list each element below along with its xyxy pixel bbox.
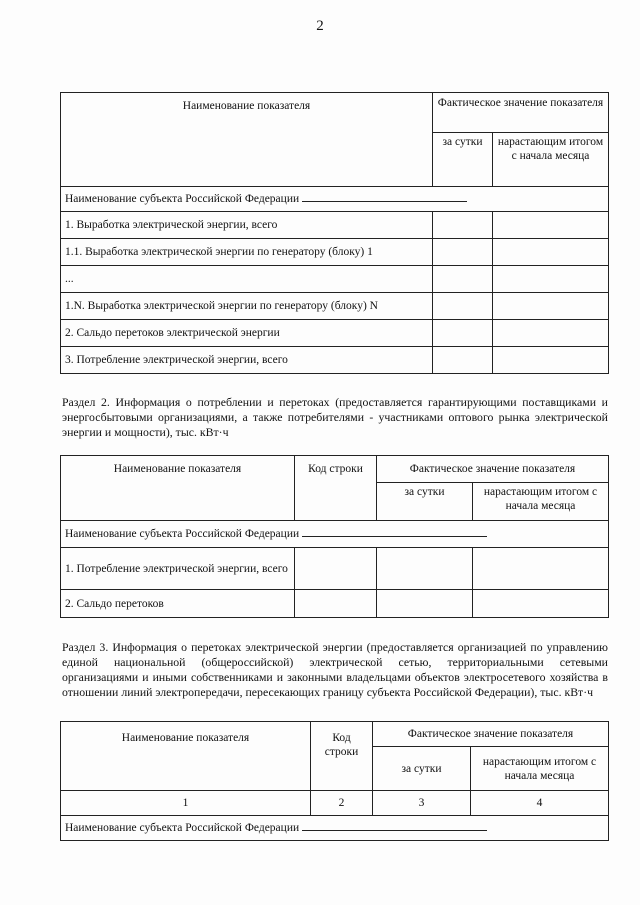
cell-day[interactable]	[433, 320, 493, 347]
row-label: 1.N. Выработка электрической энергии по генератору (блоку) N	[61, 293, 433, 320]
consumption-table	[60, 455, 609, 618]
subject-name-label: Наименование субъекта Российской Федерации	[65, 193, 300, 205]
subject-name-row	[61, 816, 609, 841]
header-name: Наименование показателя	[61, 456, 295, 521]
row-label: 1. Выработка электрической энергии, всего	[61, 212, 433, 239]
header-line-code: Код строки	[295, 456, 377, 521]
cell-cumulative[interactable]	[493, 320, 609, 347]
row-label: 1. Потребление электрической энергии, всего	[61, 548, 295, 590]
cell-day[interactable]	[377, 590, 473, 618]
header-per-day: за сутки	[373, 747, 471, 791]
cell-day[interactable]	[433, 266, 493, 293]
cell-day[interactable]	[433, 347, 493, 374]
column-number: 2	[311, 791, 373, 816]
header-per-day: за сутки	[377, 483, 473, 521]
cell-day[interactable]	[433, 212, 493, 239]
header-actual-value: Фактическое значение показателя	[377, 456, 609, 483]
header-actual-value: Фактическое значение показателя	[433, 93, 609, 133]
header-cumulative: нарастающим итогом с начала месяца	[473, 483, 609, 521]
subject-name-label: Наименование субъекта Российской Федерации	[65, 528, 300, 540]
cell-cumulative[interactable]	[473, 548, 609, 590]
section-2-heading: Раздел 2. Информация о потреблении и перетоках (предоставляется гарантирующими поставщиками и энергосбытовыми организациями, а также потребителями - участниками оптового рынка электрической энергии и мощности), тыс. кВт·ч	[62, 395, 608, 439]
cell-day[interactable]	[377, 548, 473, 590]
cell-cumulative[interactable]	[493, 347, 609, 374]
row-label: 2. Сальдо перетоков	[61, 590, 295, 618]
column-number: 4	[471, 791, 609, 816]
row-label: 2. Сальдо перетоков электрической энергии	[61, 320, 433, 347]
row-label: 1.1. Выработка электрической энергии по генератору (блоку) 1	[61, 239, 433, 266]
row-label: 3. Потребление электрической энергии, всего	[61, 347, 433, 374]
page-number: 2	[316, 18, 324, 34]
section-3-heading: Раздел 3. Информация о перетоках электрической энергии (предоставляется организацией по управлению единой национальной (общероссийской) электрической сетью, территориальными сетевыми организациями и иными собственниками и законными владельцами объектов электросетевого хозяйства в отношении линий электропередачи, пересекающих границу субъекта Российской Федерации), тыс. кВт·ч	[62, 640, 608, 699]
cell-cumulative[interactable]	[493, 212, 609, 239]
cell-code[interactable]	[295, 590, 377, 618]
cell-cumulative[interactable]	[473, 590, 609, 618]
generation-table	[60, 92, 609, 374]
cell-cumulative[interactable]	[493, 266, 609, 293]
header-name: Наименование показателя	[61, 722, 311, 791]
column-number: 1	[61, 791, 311, 816]
cell-day[interactable]	[433, 239, 493, 266]
subject-name-row	[61, 187, 609, 212]
subject-name-row	[61, 521, 609, 548]
subject-name-blank[interactable]	[302, 192, 467, 202]
flows-table	[60, 721, 609, 841]
header-name: Наименование показателя	[61, 93, 433, 187]
header-per-day: за сутки	[433, 133, 493, 187]
subject-name-blank[interactable]	[302, 821, 487, 831]
cell-cumulative[interactable]	[493, 239, 609, 266]
header-line-code: Код строки	[311, 722, 373, 791]
cell-cumulative[interactable]	[493, 293, 609, 320]
cell-day[interactable]	[433, 293, 493, 320]
cell-code[interactable]	[295, 548, 377, 590]
header-cumulative: нарастающим итогом с начала месяца	[493, 133, 609, 187]
subject-name-label: Наименование субъекта Российской Федерации	[65, 822, 300, 834]
row-label: ...	[61, 266, 433, 293]
header-actual-value: Фактическое значение показателя	[373, 722, 609, 747]
column-number: 3	[373, 791, 471, 816]
subject-name-blank[interactable]	[302, 527, 487, 537]
header-cumulative: нарастающим итогом с начала месяца	[471, 747, 609, 791]
